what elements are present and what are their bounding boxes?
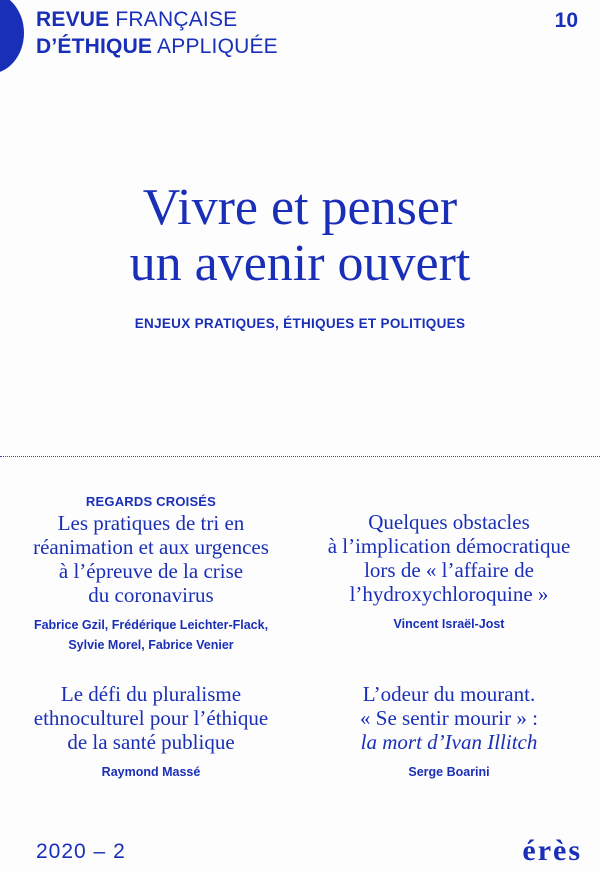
main-title-line-2: un avenir ouvert (129, 235, 471, 292)
article-authors (6, 762, 296, 782)
journal-name-strong-1: REVUE (36, 8, 110, 31)
article-authors (304, 614, 594, 634)
main-title-line-1: Vivre et penser (142, 179, 458, 236)
blue-corner-shape (0, 0, 24, 74)
article-title-line: lors de « l’affaire de (364, 558, 534, 582)
article-title-line: du coronavirus (88, 583, 214, 607)
article-authors-line: Vincent Israël-Jost (393, 617, 505, 631)
article-title-line: Les pratiques de tri en (57, 511, 245, 535)
main-title (0, 180, 600, 292)
article-rubric: REGARDS CROISÉS (85, 494, 217, 509)
article-odeur-du-mourant (304, 682, 594, 782)
article-authors-line: Sylvie Morel, Fabrice Venier (68, 638, 234, 652)
subtitle: ENJEUX PRATIQUES, ÉTHIQUES ET POLITIQUES (134, 316, 466, 331)
article-authors-line: Raymond Massé (101, 765, 201, 779)
article-authors (6, 615, 296, 655)
article-title (6, 682, 296, 754)
article-authors (304, 762, 594, 782)
article-title-line: « Se sentir mourir » : (360, 706, 538, 730)
article-authors-line: Serge Boarini (408, 765, 490, 779)
dotted-divider (0, 456, 600, 457)
article-title-line: de la santé publique (67, 730, 235, 754)
article-title-line: L’odeur du mourant. (362, 682, 536, 706)
article-title (304, 510, 594, 606)
article-title-line: à l’implication démocratique (327, 534, 571, 558)
article-hydroxychloroquine (304, 510, 594, 634)
article-title-line: l’hydroxychloroquine » (349, 582, 549, 606)
article-regards-croises (6, 494, 296, 655)
article-title-line: à l’épreuve de la crise (58, 559, 244, 583)
journal-name-strong-2: D’ÉTHIQUE (36, 35, 153, 58)
issue-number: 10 (554, 9, 578, 32)
article-title (6, 511, 296, 607)
issue-year: 2020 – 2 (36, 840, 126, 863)
article-title-italic-line: la mort d’Ivan Illitch (360, 730, 538, 754)
journal-name-light-1: FRANÇAISE (109, 8, 238, 31)
journal-name-light-2: APPLIQUÉE (152, 35, 278, 58)
journal-name-line-1 (36, 6, 278, 33)
publisher-logo: érès (522, 834, 582, 867)
article-title-line: Le défi du pluralisme (60, 682, 242, 706)
article-pluralisme (6, 682, 296, 782)
article-title-line: Quelques obstacles (368, 510, 530, 534)
journal-name-line-2 (36, 33, 278, 60)
journal-name (36, 6, 278, 60)
article-authors-line: Fabrice Gzil, Frédérique Leichter-Flack, (33, 618, 269, 632)
article-title-line: réanimation et aux urgences (33, 535, 269, 559)
article-title-line: ethnoculturel pour l’éthique (33, 706, 269, 730)
article-title (304, 682, 594, 754)
